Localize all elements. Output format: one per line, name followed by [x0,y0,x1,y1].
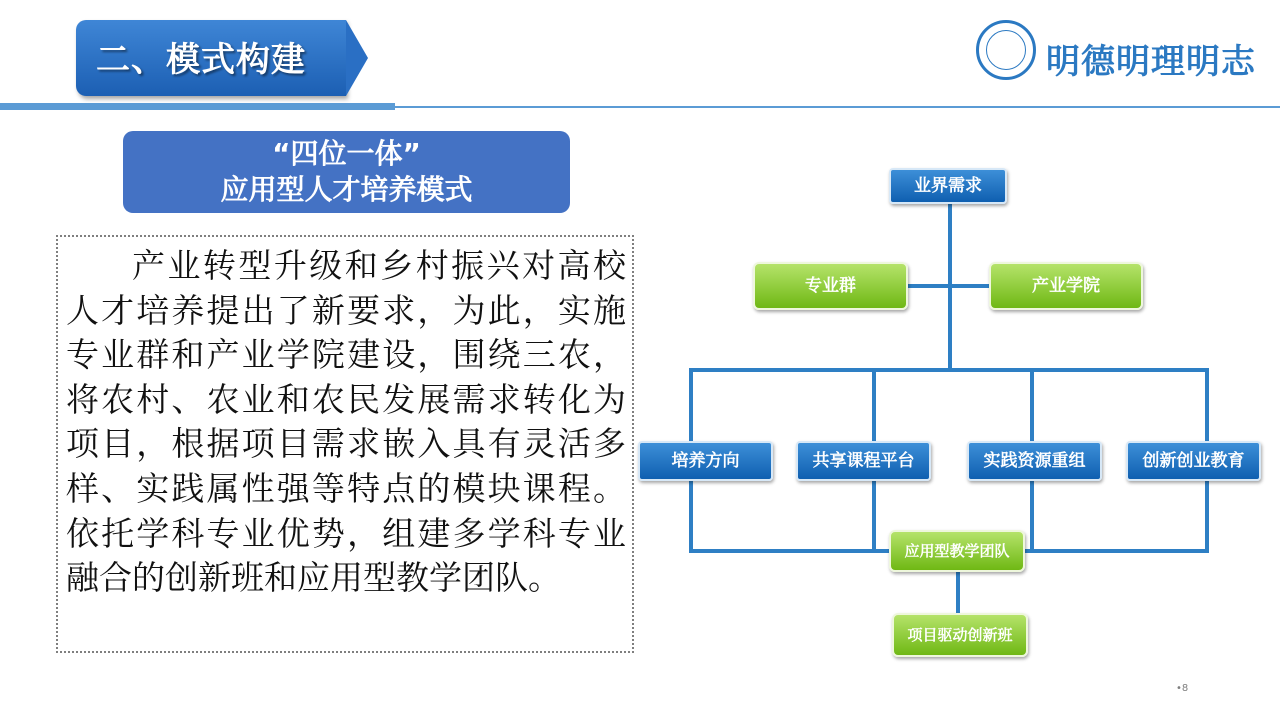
node-training-direction: 培养方向 [638,441,773,481]
connector-drop-4 [1205,368,1209,442]
page-number: •8 [1176,683,1189,694]
node-innovation-entrepreneurship: 创新创业教育 [1126,441,1261,481]
node-specialty-group: 专业群 [753,262,908,310]
node-shared-course-platform: 共享课程平台 [796,441,931,481]
connector-team-to-class [956,571,960,615]
header-rule-thin [395,106,1280,108]
subtitle-line-1: “四位一体” [272,137,421,170]
node-applied-teaching-team: 应用型教学团队 [889,530,1025,572]
connector-level2-bar [907,284,991,288]
subtitle-box [123,131,570,213]
connector-drop-3 [1030,368,1034,442]
connector-rise-4 [1205,480,1209,551]
university-motto: 明德明理明志 [1046,42,1256,82]
connector-rise-1 [689,480,693,551]
university-seal-inner-ring [986,30,1026,70]
node-industry-college: 产业学院 [989,262,1143,310]
node-industry-demand: 业界需求 [889,168,1007,204]
connector-drop-2 [872,368,876,442]
connector-level3-bar [689,368,1209,372]
page-title: 二、模式构建 [96,40,306,80]
connector-drop-1 [689,368,693,442]
connector-rise-2 [872,480,876,551]
header-rule-thick [0,103,395,110]
title-banner-arrow [346,20,368,96]
connector-rise-3 [1030,480,1034,551]
subtitle-line-2: 应用型人才培养模式 [220,173,473,206]
node-practice-resource-restructure: 实践资源重组 [967,441,1102,481]
body-paragraph: 产业转型升级和乡村振兴对高校人才培养提出了新要求，为此，实施专业群和产业学院建设，围绕三农，将农村、农业和农民发展需求转化为项目，根据项目需求嵌入具有灵活多样、实践属性强等特点的模块课程。依托学科专业优势，组建多学科专业融合的创新班和应用型教学团队。 [66,246,626,598]
node-project-driven-innovation-class: 项目驱动创新班 [892,613,1028,657]
